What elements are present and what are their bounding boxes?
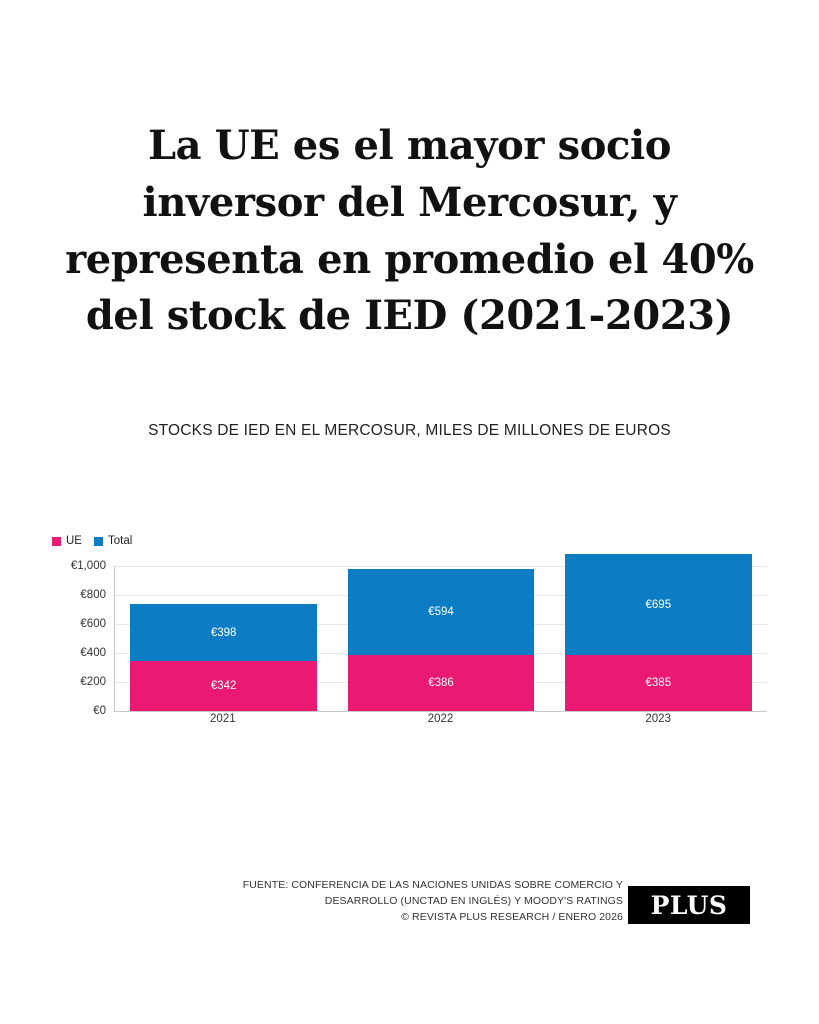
- bar-group[interactable]: [115, 566, 332, 711]
- footer: [0, 878, 819, 948]
- bar-stack: [565, 554, 752, 711]
- legend-label-total: Total: [107, 535, 133, 547]
- bar-stack: [348, 569, 535, 711]
- stacked-bar-chart: [52, 560, 767, 734]
- bar-value-label: €398: [210, 626, 237, 639]
- chart-subtitle: STOCKS DE IED EN EL MERCOSUR, MILES DE MILLONES DE EUROS: [148, 422, 671, 439]
- plot-area: [114, 566, 767, 712]
- bar-group[interactable]: [550, 566, 767, 711]
- legend-item-total: [94, 535, 132, 547]
- plus-logo: [628, 886, 750, 924]
- source-line-3: © REVISTA PLUS RESEARCH / ENERO 2026: [401, 910, 623, 923]
- bar-value-label: €695: [645, 598, 672, 611]
- bar-segment-ue[interactable]: [348, 655, 535, 711]
- plus-logo-text: PLUS: [650, 890, 728, 920]
- bar-segment-ue[interactable]: [130, 661, 317, 711]
- legend-swatch-ue: [52, 537, 61, 546]
- source-line-1: FUENTE: CONFERENCIA DE LAS NACIONES UNIDAS SOBRE COMERCIO Y: [242, 879, 623, 891]
- x-axis-labels: [114, 713, 767, 725]
- y-tick-label: €1,000: [70, 560, 106, 572]
- y-axis: [52, 560, 114, 717]
- y-tick-label: €400: [80, 647, 106, 659]
- bar-segment-total[interactable]: [130, 604, 317, 662]
- bar-segment-total[interactable]: [565, 554, 752, 655]
- source-line-2: DESARROLLO (UNCTAD EN INGLÉS) Y MOODY'S RATINGS: [324, 894, 623, 907]
- bar-value-label: €385: [645, 677, 672, 690]
- bar-group[interactable]: [332, 566, 549, 711]
- x-axis-label: 2021: [210, 713, 236, 725]
- x-axis-label: 2022: [427, 713, 454, 725]
- bar-segment-ue[interactable]: [565, 655, 752, 711]
- chart-legend: [52, 535, 132, 547]
- y-tick-label: €600: [80, 618, 106, 630]
- y-tick-label: €0: [93, 705, 106, 717]
- y-tick-label: €800: [80, 589, 106, 601]
- y-tick-label: €200: [80, 676, 106, 688]
- bar-series: [115, 566, 767, 711]
- bar-stack: [130, 604, 317, 711]
- bar-value-label: €594: [428, 605, 454, 618]
- bar-value-label: €342: [210, 680, 237, 693]
- bar-segment-total[interactable]: [348, 569, 535, 655]
- legend-label-ue: UE: [66, 535, 82, 547]
- source-note: [203, 878, 623, 926]
- page-title: La UE es el mayor socio inversor del Mercosur, y representa en promedio el 40% del stock de IED (2021-2023): [65, 122, 754, 340]
- bar-value-label: €386: [428, 677, 454, 690]
- legend-swatch-total: [94, 537, 103, 546]
- legend-item-ue: [52, 535, 82, 547]
- x-axis-label: 2023: [645, 713, 671, 725]
